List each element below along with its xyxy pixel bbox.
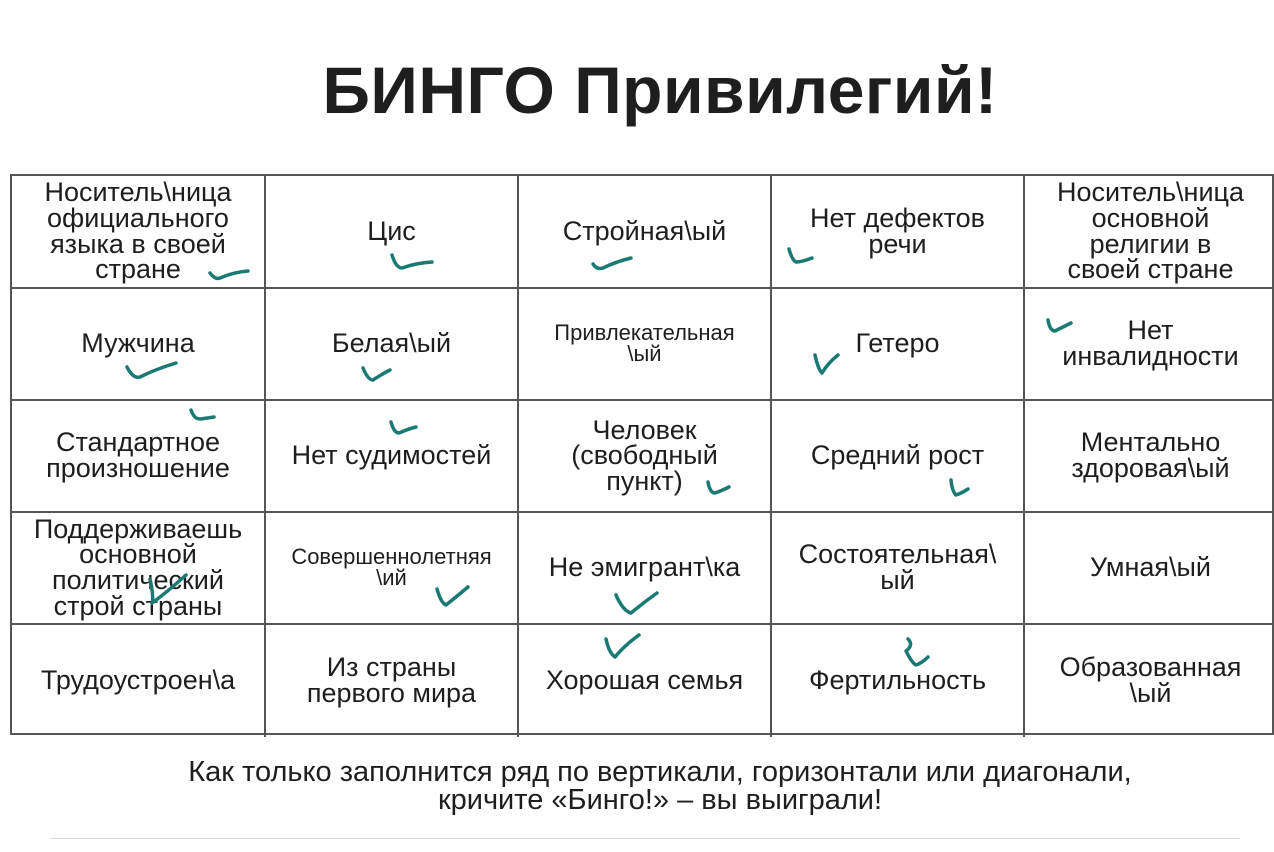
cell-label: Гетеро bbox=[855, 328, 940, 359]
cell-label: Нет судимостей bbox=[291, 440, 492, 471]
bingo-cell[interactable] bbox=[266, 513, 519, 625]
cell-label: Средний рост bbox=[810, 440, 985, 471]
bingo-cell[interactable] bbox=[519, 401, 772, 513]
bingo-cell[interactable] bbox=[772, 513, 1025, 625]
bingo-cell[interactable] bbox=[266, 176, 519, 289]
check-mark-icon bbox=[902, 635, 932, 669]
bingo-cell[interactable] bbox=[12, 625, 266, 737]
check-mark-icon bbox=[124, 359, 180, 383]
page-title: БИНГО Привилегий! bbox=[322, 53, 998, 127]
rules-footer: Как только заполнится ряд по вертикали, горизонтали или диагонали, кричите «Бинго!» – вы выиграли! bbox=[188, 756, 1132, 817]
bingo-cell[interactable] bbox=[12, 513, 266, 625]
cell-label: Ментально здоровая\ый bbox=[1071, 427, 1230, 483]
bingo-cell[interactable] bbox=[12, 176, 266, 289]
cell-label: Нет дефектов речи bbox=[809, 202, 986, 259]
check-mark-icon bbox=[613, 589, 661, 617]
cell-label: Не эмигрант\ка bbox=[548, 552, 741, 583]
cell-label: Носитель\ница основной религии в своей стране bbox=[1056, 177, 1245, 285]
cell-label: Стандартное произношение bbox=[46, 427, 230, 483]
cell-label: Белая\ый bbox=[331, 328, 452, 359]
cell-label: Хорошая семья bbox=[545, 665, 744, 696]
cell-label: Фертильность bbox=[808, 665, 987, 696]
check-mark-icon bbox=[390, 252, 436, 274]
cell-label: Привлекательная \ый bbox=[554, 320, 735, 366]
cell-label: Человек (свободный пункт) bbox=[571, 414, 718, 496]
cell-label: Из страны первого мира bbox=[306, 652, 477, 708]
cell-label: Состоятельная\ ый bbox=[798, 539, 997, 595]
bingo-grid bbox=[10, 174, 1274, 735]
bingo-cell[interactable] bbox=[12, 401, 266, 513]
bingo-cell[interactable] bbox=[1025, 513, 1274, 625]
bingo-cell[interactable] bbox=[1025, 401, 1274, 513]
check-mark-icon bbox=[603, 631, 643, 663]
bottom-divider bbox=[50, 838, 1240, 839]
check-mark-icon bbox=[188, 407, 218, 425]
bingo-cell[interactable] bbox=[519, 513, 772, 625]
check-mark-icon bbox=[388, 419, 420, 439]
cell-label: Совершеннолетняя \ий bbox=[291, 544, 492, 590]
bingo-cell[interactable] bbox=[772, 289, 1025, 401]
cell-label: Стройная\ый bbox=[562, 215, 727, 246]
bingo-cell[interactable] bbox=[266, 401, 519, 513]
bingo-cell[interactable] bbox=[772, 176, 1025, 289]
bingo-cell[interactable] bbox=[519, 176, 772, 289]
cell-label: Трудоустроен\а bbox=[40, 665, 236, 696]
bingo-cell[interactable] bbox=[772, 401, 1025, 513]
cell-label: Поддерживаешь основной политический строй страны bbox=[33, 513, 243, 621]
bingo-cell[interactable] bbox=[1025, 176, 1274, 289]
bingo-cell[interactable] bbox=[1025, 289, 1274, 401]
cell-label: Носитель\ница официального языка в своей стране bbox=[44, 177, 232, 285]
bingo-cell[interactable] bbox=[519, 289, 772, 401]
bingo-cell[interactable] bbox=[266, 625, 519, 737]
cell-label: Мужчина bbox=[81, 328, 195, 359]
bingo-cell[interactable] bbox=[266, 289, 519, 401]
check-mark-icon bbox=[591, 254, 637, 274]
cell-label: Образованная \ый bbox=[1059, 652, 1242, 708]
check-mark-icon bbox=[360, 364, 394, 386]
bingo-cell[interactable] bbox=[12, 289, 266, 401]
bingo-cell[interactable] bbox=[772, 625, 1025, 737]
cell-label: Цис bbox=[367, 215, 416, 246]
check-mark-icon bbox=[812, 351, 842, 377]
check-mark-icon bbox=[948, 477, 972, 501]
bingo-cell[interactable] bbox=[519, 625, 772, 737]
cell-label: Умная\ый bbox=[1089, 552, 1212, 583]
cell-label: Нет инвалидности bbox=[1062, 315, 1239, 371]
bingo-cell[interactable] bbox=[1025, 625, 1274, 737]
